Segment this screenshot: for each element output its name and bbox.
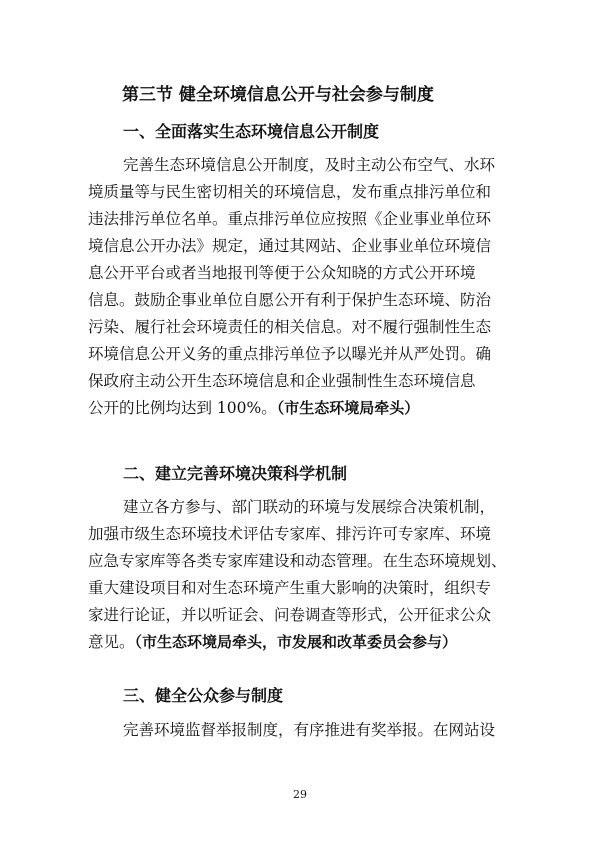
paragraph-line: 息公开平台或者当地报刊等便于公众知晓的方式公开环境 xyxy=(88,264,476,282)
lead-agency-note: （市生态环境局牵头，市发展和改革委员会参与） xyxy=(134,633,458,651)
paragraph-line: 应急专家库等各类专家库建设和动态管理。在生态环境规划、 xyxy=(88,552,507,570)
page-number: 29 xyxy=(293,788,307,801)
paragraph-line: 境信息公开办法》规定，通过其网站、企业事业单位环境信 xyxy=(88,237,492,255)
lead-agency-note: （市生态环境局牵头） xyxy=(276,399,420,417)
paragraph-line: 违法排污单位名单。重点排污单位应按照《企业事业单位环 xyxy=(88,210,492,228)
paragraph-last-line xyxy=(88,395,419,421)
paragraph-line: 家进行论证，并以听证会、问卷调查等形式，公开征求公众 xyxy=(88,606,492,624)
paragraph-line: 境质量等与民生密切相关的环境信息，发布重点排污单位和 xyxy=(88,183,492,201)
paragraph-line: 保政府主动公开生态环境信息和企业强制性生态环境信息 xyxy=(88,372,476,390)
paragraph-line: 污染、履行社会环境责任的相关信息。对不履行强制性生态 xyxy=(88,318,492,336)
paragraph-line: 完善环境监督举报制度，有序推进有奖举报。在网站设 xyxy=(123,721,496,739)
paragraph-text: 意见。 xyxy=(88,633,135,651)
paragraph-line: 加强市级生态环境技术评估专家库、排污许可专家库、环境 xyxy=(88,525,492,543)
heading-2: 二、建立完善环境决策科学机制 xyxy=(123,464,348,483)
paragraph-line: 建立各方参与、部门联动的环境与发展综合决策机制， xyxy=(123,498,496,516)
paragraph-line: 信息。鼓励企事业单位自愿公开有利于保护生态环境、防治 xyxy=(88,291,492,309)
paragraph-text: 公开的比例均达到 100%。 xyxy=(88,399,277,417)
paragraph-line: 环境信息公开义务的重点排污单位予以曝光并从严处罚。确 xyxy=(88,345,492,363)
paragraph-line: 重大建设项目和对生态环境产生重大影响的决策时，组织专 xyxy=(88,579,492,597)
heading-1: 一、全面落实生态环境信息公开制度 xyxy=(123,122,380,141)
paragraph-last-line xyxy=(88,629,457,655)
section-title: 第三节 健全环境信息公开与社会参与制度 xyxy=(122,85,434,105)
heading-3: 三、健全公众参与制度 xyxy=(123,686,284,705)
paragraph-line: 完善生态环境信息公开制度，及时主动公布空气、水环 xyxy=(123,156,496,174)
